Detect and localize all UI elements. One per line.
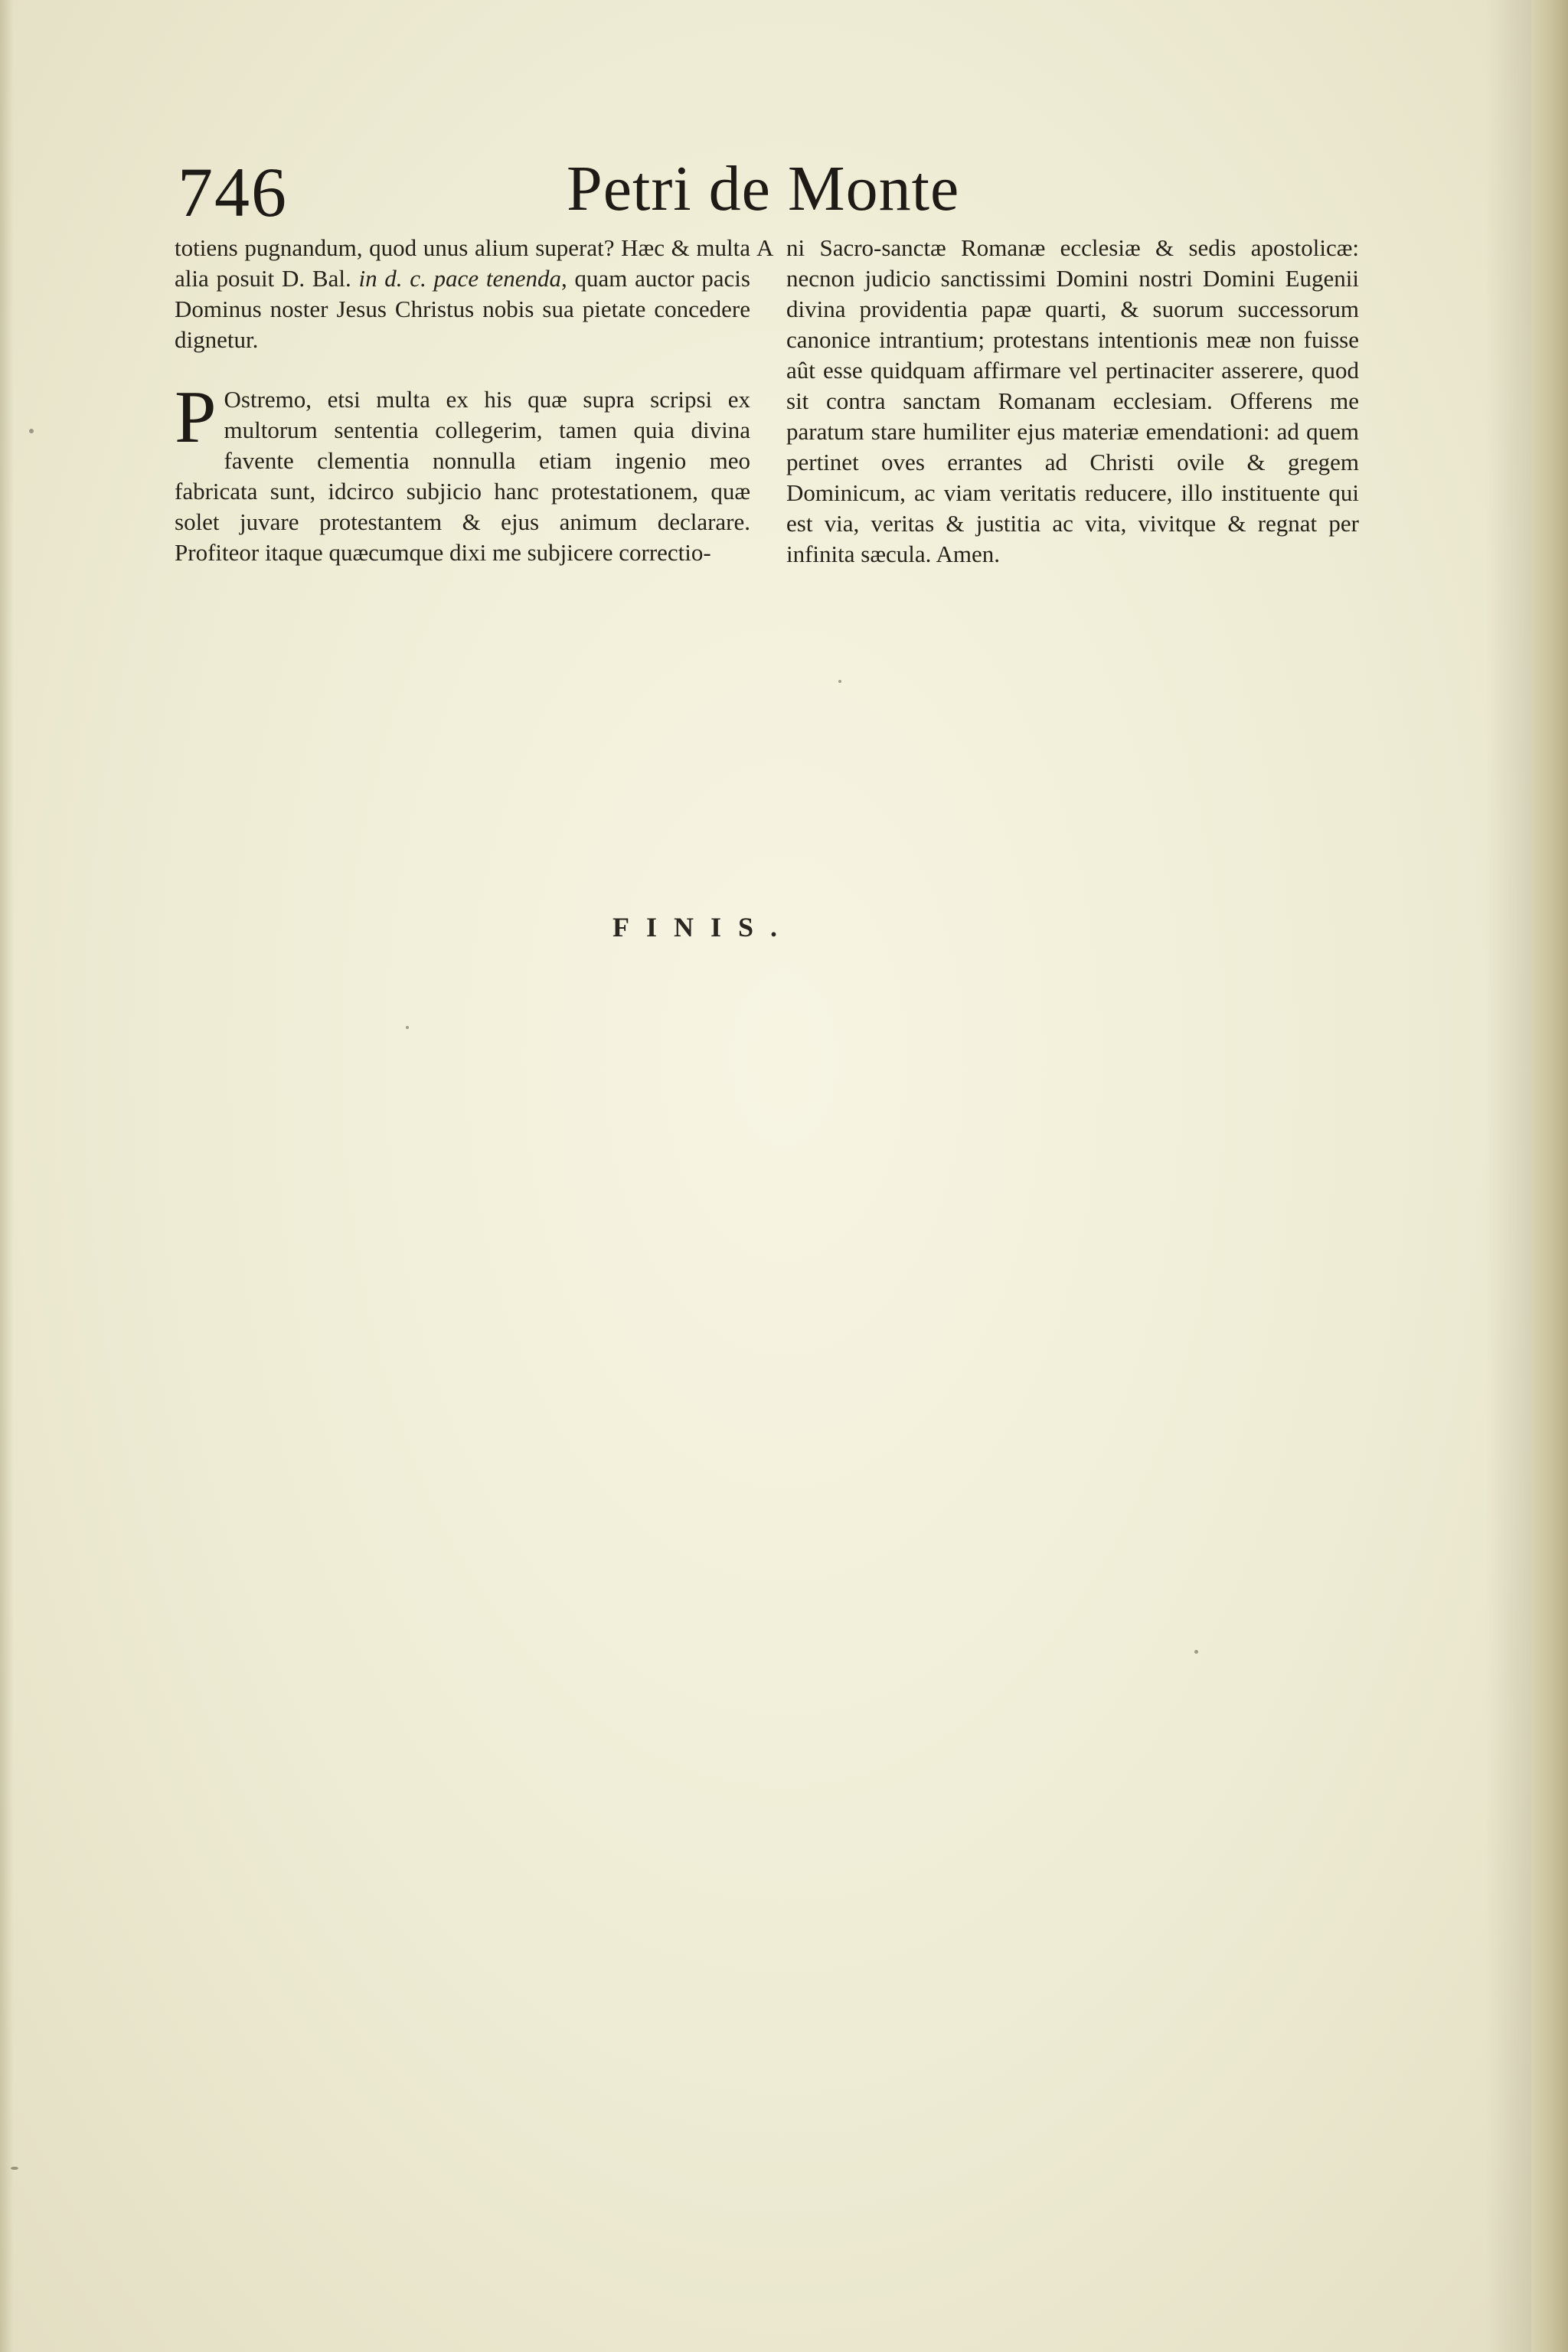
page-right-edge <box>1531 0 1568 2352</box>
page-left-edge <box>0 0 14 2352</box>
margin-marker: A <box>756 234 774 261</box>
right-column <box>786 233 1359 570</box>
paragraph-3: ni Sacro-sanctæ Romanæ ecclesiæ & sedis apostolicæ: necnon judicio sanctissimi Domini nostri Domini Eugenii divina providentia papæ quarti, & suorum successorum canonice intrantium; protestans intentionis meæ non fuisse aût esse quidquam affirmare vel pertinaciter asserere, quod sit contra sanctam Romanam ecclesiam. Offerens me paratum stare humiliter ejus materiæ emendationi: ad quem pertinet oves errantes ad Christi ovile & gregem Dominicum, ac viam veritatis reducere, illo instituente qui est via, veritas & justitia ac vita, vivitque & regnat per infinita sæcula. Amen. <box>786 234 1359 567</box>
paper-speck <box>406 1026 409 1029</box>
paragraph-1-text: totiens pugnandum, quod unus alium superat? Hæc & multa alia posuit D. Bal. <box>175 234 750 292</box>
paragraph-1-text-cont: , quam auctor pacis Dominus noster Jesus Christus nobis sua pietate concedere dignetur. <box>175 265 750 353</box>
running-head: Petri de Monte <box>567 153 960 224</box>
citation-reference: in d. c. pace tenenda <box>358 265 561 292</box>
left-column <box>175 233 750 568</box>
paper-speck <box>29 429 34 433</box>
drop-cap: P <box>175 376 217 459</box>
paragraph-2 <box>175 376 750 568</box>
paragraph-2-text: Ostremo, etsi multa ex his quæ supra scripsi ex multorum sententia collegerim, tamen quia divina favente clementia nonnulla etiam ingenio meo fabricata sunt, idcirco subjicio hanc protestationem, quæ solet juvare protestantem & ejus animum declarare. Profiteor itaque quæcumque dixi me subjicere correctio- <box>175 386 750 566</box>
paper-speck <box>838 680 841 683</box>
paragraph-1 <box>175 233 750 355</box>
finis-label: FINIS. <box>612 912 795 942</box>
paper-speck <box>11 2167 18 2170</box>
paper-speck <box>1194 1650 1198 1654</box>
page-number: 746 <box>178 153 288 231</box>
